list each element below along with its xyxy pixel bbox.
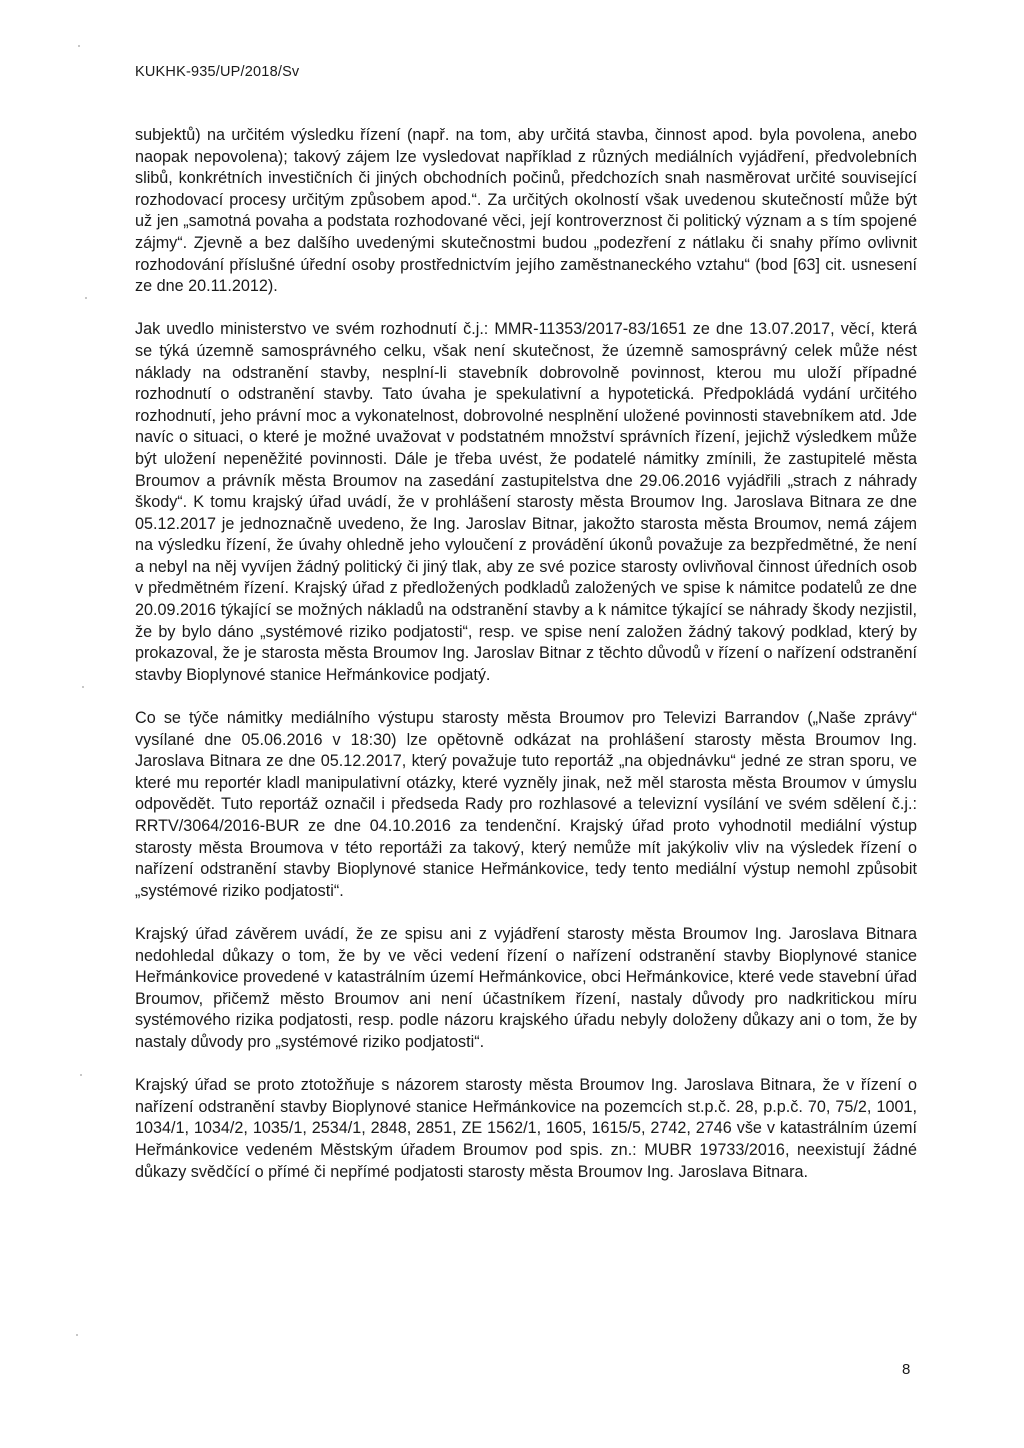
page-number: 8 [902,1361,911,1378]
paragraph-5: Krajský úřad se proto ztotožňuje s názorem starosty města Broumov Ing. Jaroslava Bitnara, že v řízení o nařízení odstranění stavby Bioplynové stanice Heřmánkovice na pozemcích st.p.č. 28, p.p.č. 70, 75/2, 1001, 1034/1, 1034/2, 1035/1, 2534/1, 2848, 2851, ZE 1562/1, 1605, 1615/5, 2742, 2746 vše v katastrálním území Heřmánkovice vedeném Městským úřadem Broumov pod spis. zn.: MUBR 19733/2016, neexistují žádné důkazy svědčící o přímé či nepřímé podjatosti starosty města Broumov Ing. Jaroslava Bitnara. [135,1076,917,1181]
paragraph-3: Co se týče námitky mediálního výstupu starosty města Broumov pro Televizi Barrandov („Naše zprávy“ vysílané dne 05.06.2016 v 18:30) lze opětovně odkázat na prohlášení starosty města Broumov Ing. Jaroslava Bitnara ze dne 05.12.2017, který považuje tuto reportáž „na objednávku“ jedné ze stran sporu, ve které mu reportér kladl manipulativní otázky, které vyzněly jinak, než měl starosta města Broumov v úmyslu odpovědět. Tuto reportáž označil i předseda Rady pro rozhlasové a televizní vysílání ve svém sdělení č.j.: RRTV/3064/2016-BUR ze dne 04.10.2016 za tendenční. Krajský úřad proto vyhodnotil mediální výstup starosty města Broumova v této reportáži za takový, který nemůže mít jakýkoliv vliv na výsledek řízení o nařízení odstranění stavby Bioplynové stanice Heřmánkovice, tedy tento mediální výstup nemohl způsobit „systémové riziko podjatosti“. [135,709,917,900]
reference-number: KUKHK-935/UP/2018/Sv [135,64,300,80]
scan-mark [78,45,80,47]
scan-mark [82,686,84,688]
scan-mark [85,297,87,299]
paragraph-1: subjektů) na určitém výsledku řízení (např. na tom, aby určitá stavba, činnost apod. byla povolena, anebo naopak nepovolena); takový zájem lze vysledovat například z různých mediálních vyjádření, předvolebních slibů, konkrétních investičních či jiných obchodních počinů, předchozích snah nasměrovat určité související rozhodovací procesy určitým způsobem apod.“. Za určitých okolností však uvedenou skutečností může být už jen „samotná povaha a podstata rozhodované věci, její kontroverznost či politický význam a s tím spojené zájmy“. Zjevně a bez dalšího uvedenými skutečnostmi budou „podezření z nátlaku či snahy přímo ovlivnit rozhodování příslušné úřední osoby prostřednictvím jejího zaměstnaneckého vztahu“ (bod [63] cit. usnesení ze dne 20.11.2012). [135,126,917,296]
document-body [135,125,917,1205]
paragraph-2: Jak uvedlo ministerstvo ve svém rozhodnutí č.j.: MMR-11353/2017-83/1651 ze dne 13.07.2017, věcí, která se týká územně samosprávného celku, však není skutečnost, že územně samosprávný celek může nést náklady na odstranění stavby, nesplní-li stavebník dobrovolně povinnost, kterou mu uloží případné rozhodnutí o odstranění stavby. Tato úvaha je spekulativní a hypotetická. Předpokládá vydání určitého rozhodnutí, jeho právní moc a vykonatelnost, dobrovolné nesplnění uložené povinnosti stavebníkem atd. Jde navíc o situaci, o které je možné uvažovat v podstatném množství správních řízení, jejichž výsledkem může být uložení nepeněžité povinnosti. Dále je třeba uvést, že podatelé námitky zmínili, že zastupitelé města Broumov a právník města Broumov na zasedání zastupitelstva dne 29.06.2016 vyjádřili „strach z náhrady škody“. K tomu krajský úřad uvádí, že v prohlášení starosty města Broumov Ing. Jaroslava Bitnara ze dne 05.12.2017 je jednoznačně uvedeno, že Ing. Jaroslav Bitnar, jakožto starosta města Broumov, nemá zájem na výsledku řízení, že úvahy ohledně jeho vyloučení z provádění úkonů považuje za bezpředmětné, že není a nebyl na něj vyvíjen žádný politický či jiný tlak, aby ze své pozice starosty ovlivňoval činnost úředních osob v předmětném řízení. Krajský úřad z předložených podkladů založených ve spise k námitce podatelů ze dne 20.09.2016 týkající se možných nákladů na odstranění stavby a k námitce týkající se náhrady škody nezjistil, že by bylo dáno „systémové riziko podjatosti“, resp. ve spise není založen žádný takový podklad, který by prokazoval, že je starosta města Broumov Ing. Jaroslav Bitnar z těchto důvodů v řízení o nařízení odstranění stavby Bioplynové stanice Heřmánkovice podjatý. [135,320,917,684]
paragraph-4: Krajský úřad závěrem uvádí, že ze spisu ani z vyjádření starosty města Broumov Ing. Jaroslava Bitnara nedohledal důkazy o tom, že by ve věci vedení řízení o nařízení odstranění stavby Bioplynové stanice Heřmánkovice provedené v katastrálním území Heřmánkovice, obci Heřmánkovice, které vede stavební úřad Broumov, přičemž město Broumov ani není účastníkem řízení, nastaly důvody pro nadkritickou míru systémového rizika podjatosti, resp. podle názoru krajského úřadu nebyly doloženy důkazy ani o tom, že by nastaly důvody pro „systémové riziko podjatosti“. [135,924,917,1051]
scan-mark [80,1074,82,1076]
scan-mark [76,1334,78,1336]
